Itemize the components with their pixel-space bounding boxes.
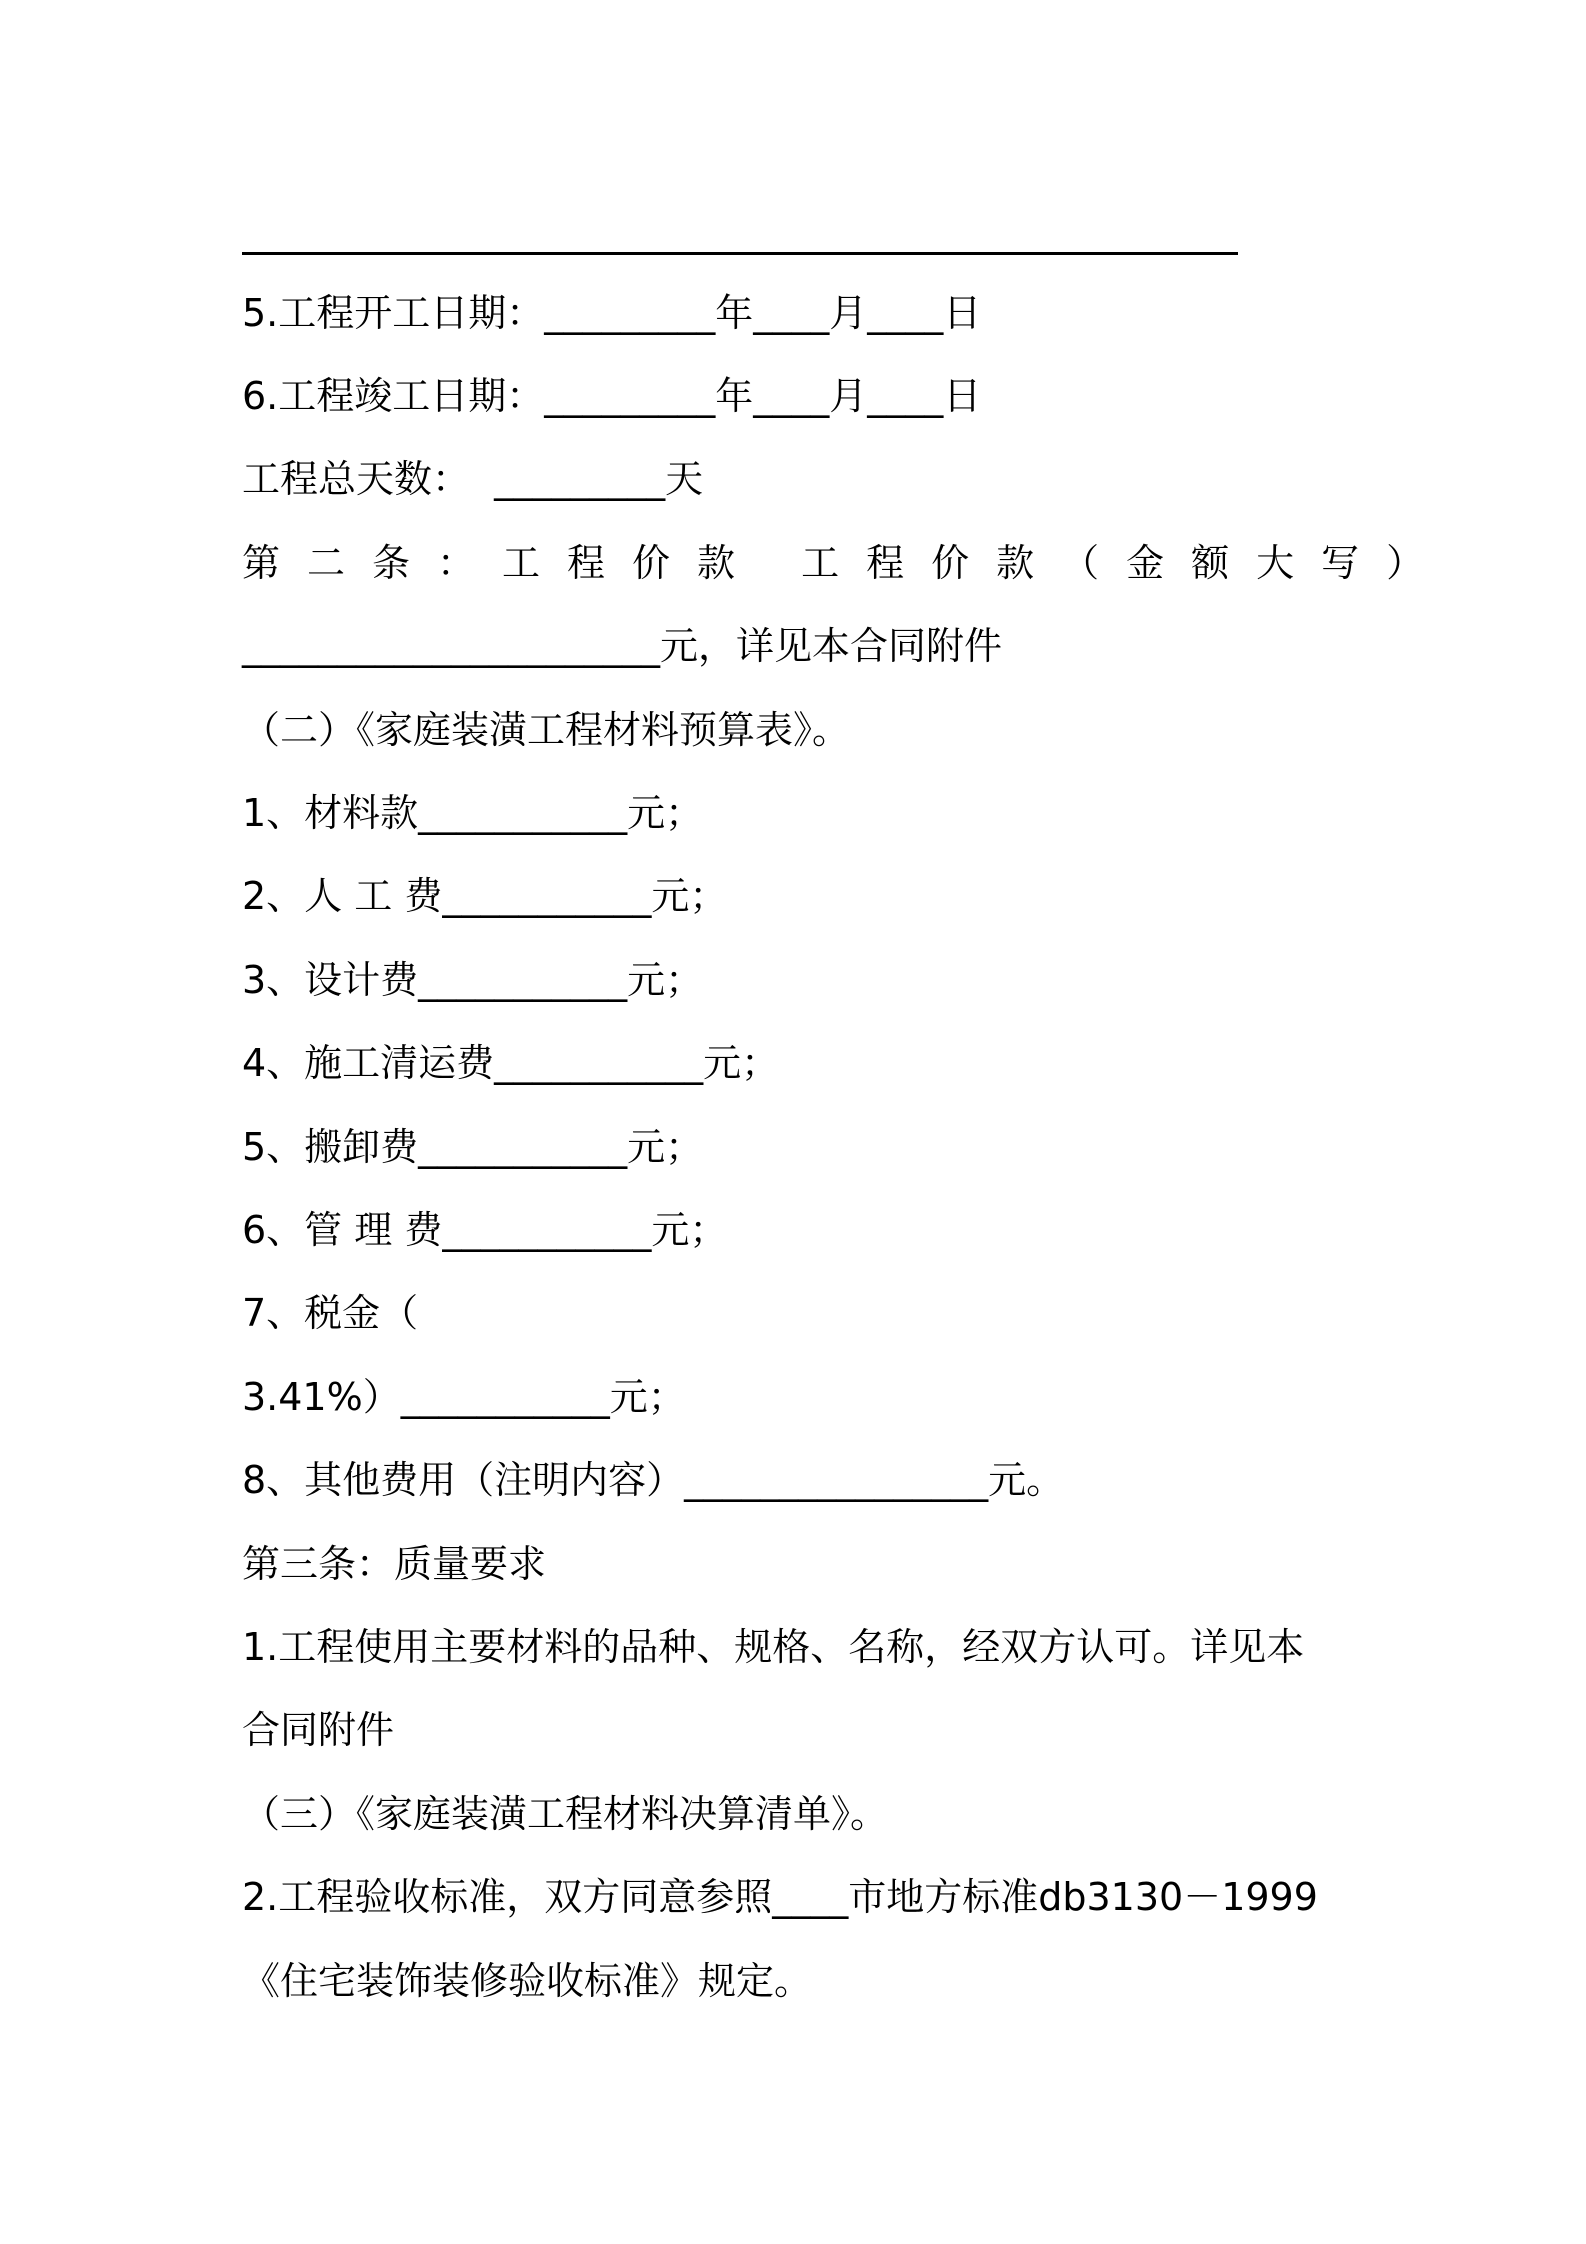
quality-clause-1-cont: 合同附件 <box>242 1708 395 1752</box>
cost-item-materials: 1、材料款___________元； <box>242 791 704 835</box>
blank-fill-line <box>242 252 1238 255</box>
cost-item-moving: 5、搬卸费___________元； <box>242 1125 704 1169</box>
cost-item-other: 8、其他费用（注明内容）________________元。 <box>242 1458 1065 1502</box>
attachment-2-line: （二）《家庭装潢工程材料预算表》。 <box>242 708 851 752</box>
attachment-3-line: （三）《家庭装潢工程材料决算清单》。 <box>242 1792 889 1836</box>
amount-line: ______________________元，详见本合同附件 <box>242 624 1003 668</box>
cost-item-design: 3、设计费___________元； <box>242 958 704 1002</box>
total-days-line: 工程总天数： _________天 <box>242 457 704 501</box>
cost-item-cleanup: 4、施工清运费___________元； <box>242 1041 780 1085</box>
quality-clause-2: 2.工程验收标准，双方同意参照____市地方标准db3130－1999 <box>242 1875 1318 1919</box>
start-date-line: 5.工程开工日期：_________年____月____日 <box>242 291 982 335</box>
cost-item-tax: 7、税金（ <box>242 1291 419 1335</box>
completion-date-line: 6.工程竣工日期：_________年____月____日 <box>242 374 982 418</box>
quality-clause-2-cont: 《住宅装饰装修验收标准》规定。 <box>242 1959 813 2003</box>
cost-item-tax-rate: 3.41%）___________元； <box>242 1375 686 1419</box>
quality-clause-1: 1.工程使用主要材料的品种、规格、名称，经双方认可。详见本 <box>242 1625 1305 1669</box>
cost-item-labor: 2、人 工 费___________元； <box>242 874 728 918</box>
cost-item-management: 6、管 理 费___________元； <box>242 1208 728 1252</box>
article-2-heading: 第二条：工程价款 工程价款（金额大写） <box>242 541 1452 585</box>
article-3-heading: 第三条：质量要求 <box>242 1542 547 1586</box>
